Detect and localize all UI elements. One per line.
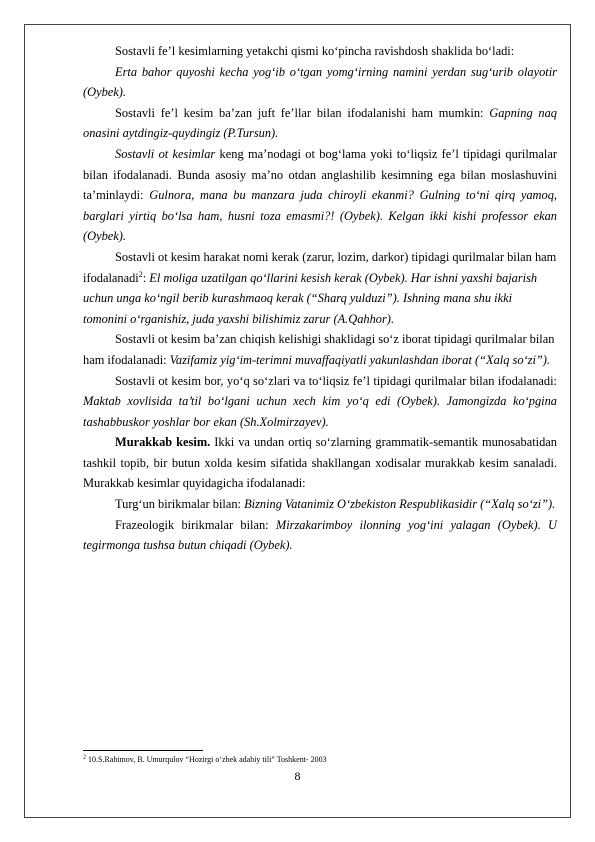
paragraph-10 <box>83 515 557 556</box>
text: Sostavli ot kesim bor, yo‘q so‘zlari va to‘liqsiz fe’l tipidagi qurilmalar bilan ifodalanadi: <box>115 373 557 388</box>
example-text: Vazifamiz yig‘im-terimni muvaffaqiyatli yakunlashdan iborat (“Xalq so‘zi”). <box>169 352 551 367</box>
paragraph-5 <box>83 247 557 329</box>
text: Sostavli ot kesim harakat nomi kerak (zarur, lozim, darkor) tipidagi qurilmalar bilan ham ifodalanadi <box>83 249 557 285</box>
text: Sostavli fe’l kesim ba’zan juft fe’llar bilan ifodalanishi ham mumkin: <box>115 105 490 120</box>
text: Sostavli ot kesim ba’zan chiqish kelishigi shaklidagi so‘z iborat tipidagi qurilmalar bilan ham ifodalanadi: <box>83 332 555 367</box>
footnote-rule <box>83 750 203 751</box>
paragraph-7 <box>83 371 557 433</box>
section-heading: Murakkab kesim. <box>115 435 211 450</box>
example-text: Gulnora, mana bu manzara juda chiroyli ekanmi? Gulning to‘ni qirq yamoq, barglari yirtiq bo‘lsa ham, husni toza emasmi?! (Oybek). Kelgan ikki kishi professor ekan (Oybek). <box>83 188 557 244</box>
paragraph-1 <box>83 41 557 62</box>
term: Sostavli ot kesimlar <box>115 146 216 161</box>
paragraph-2 <box>83 62 557 103</box>
example-text: Bizning Vatanimiz O‘zbekiston Respublikasidir (“Xalq so‘zi”). <box>244 497 556 512</box>
paragraph-6 <box>83 329 557 370</box>
text: Turg‘un birikmalar bilan: <box>115 497 245 512</box>
document-body <box>83 41 557 556</box>
example-text: Maktab xovlisida ta’til bo‘lgani uchun xech kim yo‘q edi (Oybek). Jamongizda ko‘pgina tashabbuskor yoshlar bor ekan (Sh.Xolmirzayev). <box>83 394 557 429</box>
text: Ikki va undan ortiq so‘zlarning grammatik-semantik munosabatidan tashkil topib, bir butun xolda kesim sifatida shakllangan xodisalar murakkab kesim sanaladi. Murakkab kesimlar quyidagicha ifodalanadi: <box>83 435 557 491</box>
paragraph-8 <box>83 432 557 494</box>
example-text: El moliga uzatilgan qo‘llarini kesish kerak (Oybek). Har ishni yaxshi bajarish uchun unga ko‘ngil berib kurashmaoq kerak (“Sharq yulduzi”). Ishning mana shu ikki tomonini o‘rganishiz, juda yaxshi bilishimiz zarur (A.Qahhor). <box>83 270 538 326</box>
text: Frazeologik birikmalar bilan: <box>115 517 276 532</box>
example-text: Gapning naq onasini aytdingiz-quydingiz (P.Tursun). <box>83 105 557 141</box>
paragraph-3 <box>83 103 557 144</box>
footnote-text: 10.S.Rahimov, B. Umurqulov “Hozirgi o‘zbek adabiy tili” Toshkent- 2003 <box>86 755 327 764</box>
footnote <box>83 755 327 765</box>
page-number: 8 <box>294 769 301 783</box>
text: Sostavli fe’l kesimlarning yetakchi qismi ko‘pincha ravishdosh shaklida bo‘ladi: <box>115 44 515 58</box>
footnote-ref: 2 <box>138 269 143 279</box>
example-text: Erta bahor quyoshi kecha yog‘ib o‘tgan yomg‘irning namini yerdan sug‘urib olayotir (Oybek). <box>83 64 557 100</box>
example-text: Mirzakarimboy ilonning yog‘ini yalagan (Oybek). U tegirmonga tushsa butun chiqadi (Oybek). <box>83 517 557 553</box>
text: keng ma’nodagi ot bog‘lama yoki to‘liqsiz fe’l tipidagi qurilmalar bilan ifodalanadi. Bunda asosiy ma’no otdan anglashilib kesimning ega bilan moslashuvini ta’minlaydi: <box>83 146 557 203</box>
paragraph-4 <box>83 144 557 247</box>
footnote-number: 2 <box>83 754 86 761</box>
paragraph-9 <box>83 494 557 515</box>
text: : <box>142 270 150 285</box>
